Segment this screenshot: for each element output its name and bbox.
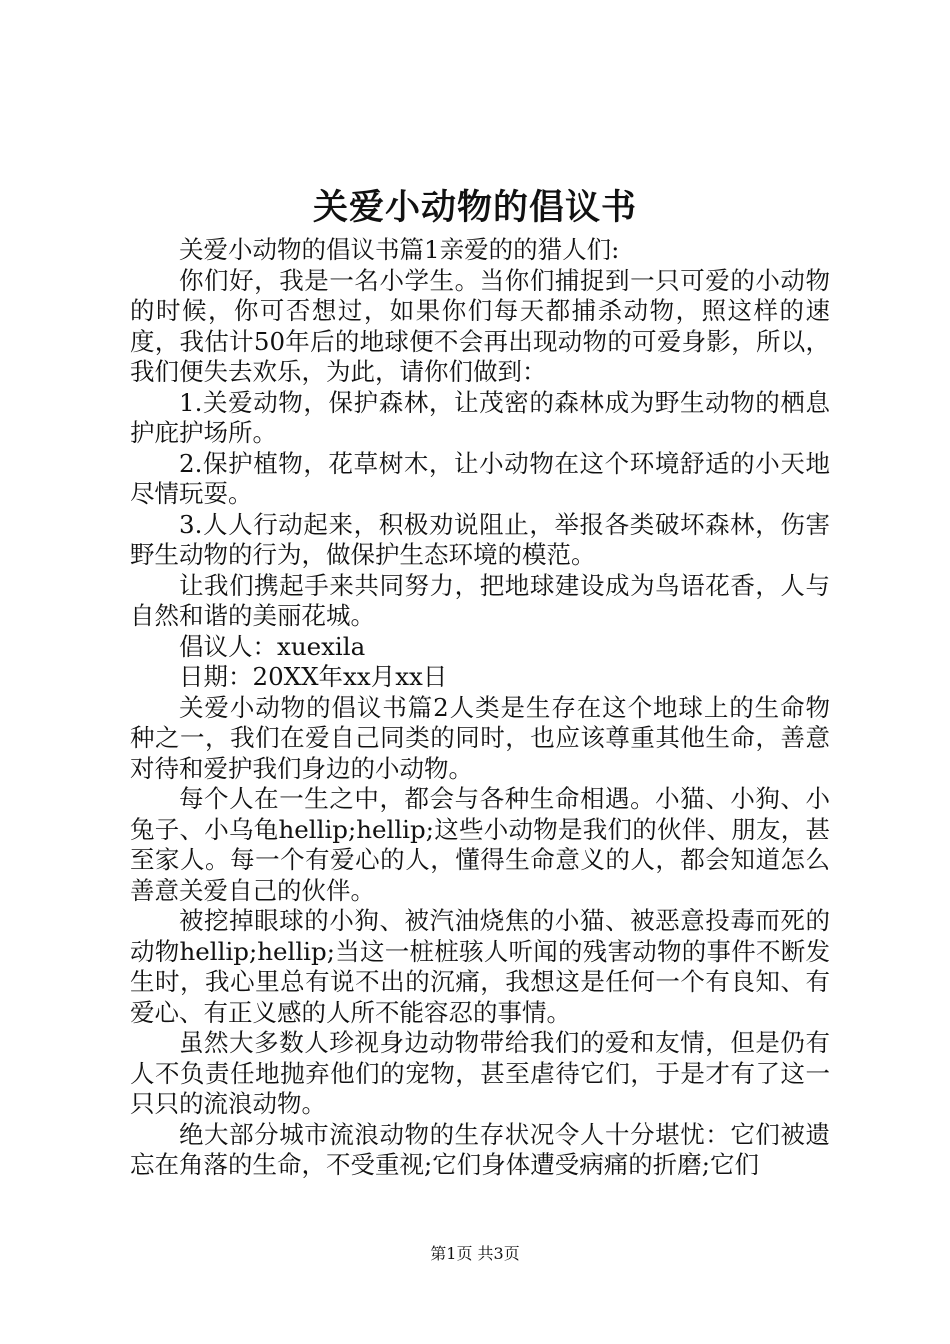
document-title: 关爱小动物的倡议书 (312, 188, 637, 228)
paragraph: 1.关爱动物，保护森林，让茂密的森林成为野生动物的栖息护庇护场所。 (130, 387, 830, 447)
paragraph: 2.保护植物，花草树木，让小动物在这个环境舒适的小天地尽情玩耍。 (130, 448, 830, 508)
paragraph: 让我们携起手来共同努力，把地球建设成为鸟语花香，人与自然和谐的美丽花城。 (130, 570, 830, 630)
paragraph: 绝大部分城市流浪动物的生存状况令人十分堪忧：它们被遗忘在角落的生命，不受重视;它们身体遭受病痛的折磨;它们 (130, 1119, 830, 1179)
date-line: 日期：20XX年xx月xx日 (179, 662, 448, 691)
signer-line: 倡议人：xuexila (179, 631, 366, 661)
document-body (130, 235, 830, 1181)
page-footer: 第1页 共3页 (430, 1244, 520, 1263)
paragraph: 关爱小动物的倡议书篇2人类是生存在这个地球上的生命物种之一，我们在爱自己同类的同时，也应该尊重其他生命，善意对待和爱护我们身边的小动物。 (130, 692, 830, 783)
paragraph: 虽然大多数人珍视身边动物带给我们的爱和友情，但是仍有人不负责任地抛弃他们的宠物，甚至虐待它们，于是才有了这一只只的流浪动物。 (130, 1028, 830, 1118)
paragraph: 你们好，我是一名小学生。当你们捕捉到一只可爱的小动物的时候，你可否想过，如果你们每天都捕杀动物，照这样的速度，我估计50年后的地球便不会再出现动物的可爱身影，所以，我们便失去欢乐，为此，请你们做到： (130, 265, 830, 386)
paragraph: 每个人在一生之中，都会与各种生命相遇。小猫、小狗、小兔子、小乌龟hellip;hellip;这些小动物是我们的伙伴、朋友，甚至家人。每一个有爱心的人，懂得生命意义的人，都会知道怎么善意关爱自己的伙伴。 (130, 784, 830, 905)
paragraph: 被挖掉眼球的小狗、被汽油烧焦的小猫、被恶意投毒而死的动物hellip;hellip;当这一桩桩骇人听闻的残害动物的事件不断发生时，我心里总有说不出的沉痛，我想这是任何一个有良知、有爱心、有正义感的人所不能容忍的事情。 (130, 906, 830, 1027)
paragraph: 3.人人行动起来，积极劝说阻止，举报各类破坏森林，伤害野生动物的行为，做保护生态环境的模范。 (130, 509, 830, 569)
paragraph: 关爱小动物的倡议书篇1亲爱的的猎人们: (179, 235, 620, 264)
